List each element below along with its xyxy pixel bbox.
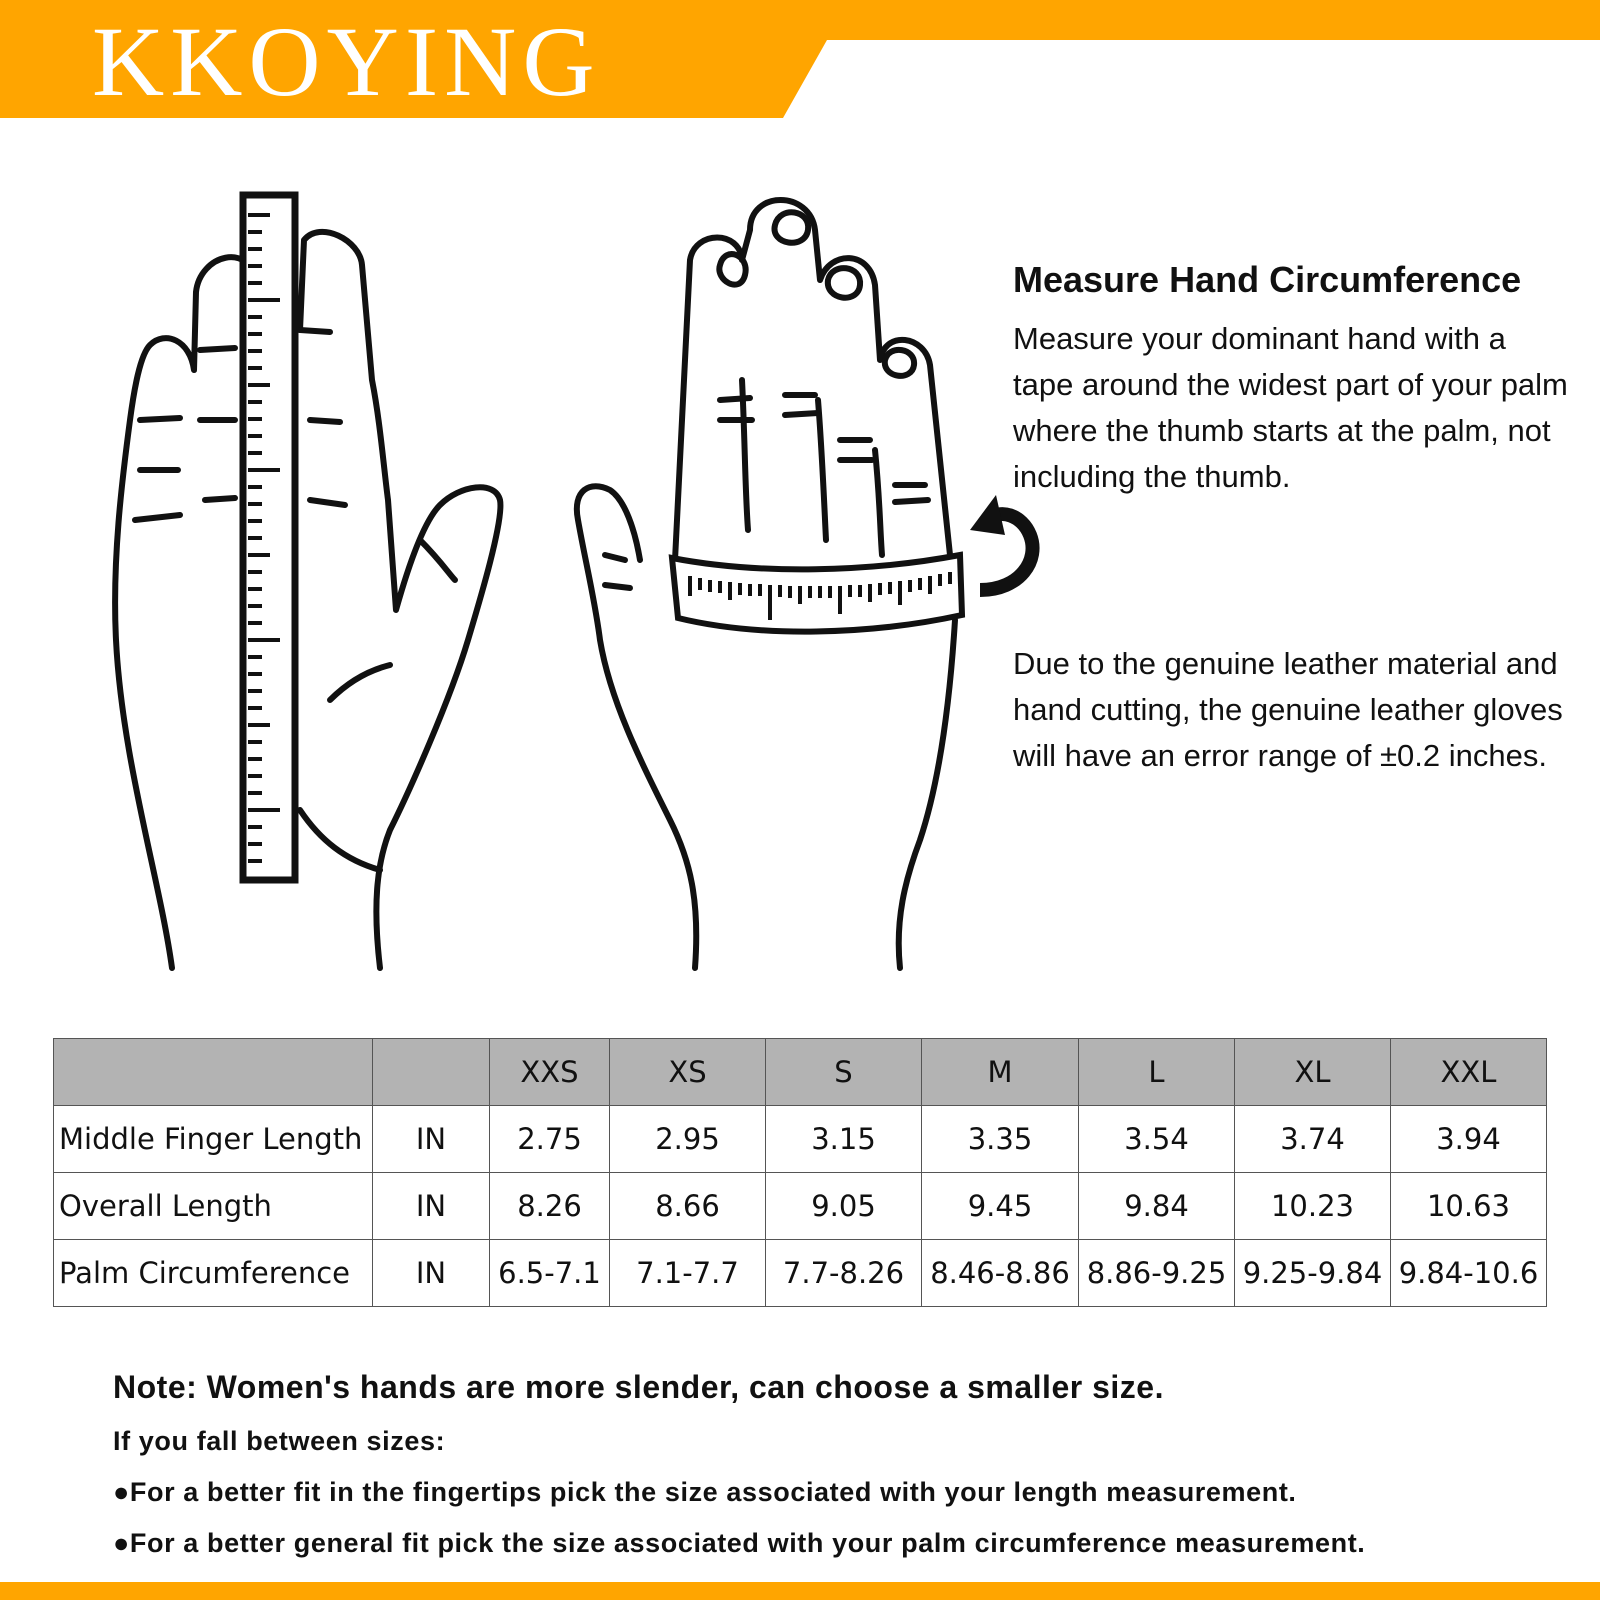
value-cell: 3.15	[766, 1106, 922, 1173]
row-label: Overall Length	[54, 1173, 373, 1240]
header-cell-size: M	[922, 1039, 1079, 1106]
size-chart-table	[53, 1038, 1547, 1307]
value-cell: 8.86-9.25	[1079, 1240, 1235, 1307]
hand-illustration	[100, 180, 1050, 980]
value-cell: 3.35	[922, 1106, 1079, 1173]
table-row	[54, 1106, 1547, 1173]
value-cell: 9.45	[922, 1173, 1079, 1240]
value-cell: 9.05	[766, 1173, 922, 1240]
value-cell: 3.74	[1235, 1106, 1391, 1173]
row-label: Middle Finger Length	[54, 1106, 373, 1173]
measure-title: Measure Hand Circumference	[1013, 259, 1522, 300]
value-cell: 10.23	[1235, 1173, 1391, 1240]
header-cell-size: XXL	[1391, 1039, 1547, 1106]
unit-cell: IN	[373, 1173, 490, 1240]
footer-bar	[0, 1582, 1600, 1600]
table-header-row	[54, 1039, 1547, 1106]
bullet-length-tip: ●For a better fit in the fingertips pick the size associated with your length measurement.	[113, 1477, 1297, 1507]
header-cell-size: XXS	[490, 1039, 610, 1106]
left-hand-illustration	[115, 232, 500, 968]
header-cell-size: XL	[1235, 1039, 1391, 1106]
header-cell-size: XS	[610, 1039, 766, 1106]
value-cell: 9.25-9.84	[1235, 1240, 1391, 1307]
value-cell: 2.75	[490, 1106, 610, 1173]
table-row	[54, 1173, 1547, 1240]
table-row	[54, 1240, 1547, 1307]
value-cell: 3.94	[1391, 1106, 1547, 1173]
header-cell-size: S	[766, 1039, 922, 1106]
measure-instructions: Measure your dominant hand with a tape around the widest part of your palm where the thumb starts at the palm, not including the thumb.	[1013, 321, 1568, 494]
ruler	[243, 195, 295, 880]
value-cell: 6.5-7.1	[490, 1240, 610, 1307]
unit-cell: IN	[373, 1106, 490, 1173]
brand-logo: KKOYING	[92, 6, 601, 117]
header-cell	[54, 1039, 373, 1106]
value-cell: 2.95	[610, 1106, 766, 1173]
value-cell: 9.84	[1079, 1173, 1235, 1240]
bullet-palm-tip: ●For a better general fit pick the size associated with your palm circumference measurement.	[113, 1528, 1366, 1558]
rotation-arrow-icon	[970, 495, 1033, 590]
header-cell	[373, 1039, 490, 1106]
leather-note: Due to the genuine leather material and hand cutting, the genuine leather gloves will have an error range of ±0.2 inches.	[1013, 646, 1563, 773]
value-cell: 7.7-8.26	[766, 1240, 922, 1307]
value-cell: 8.66	[610, 1173, 766, 1240]
header-cell-size: L	[1079, 1039, 1235, 1106]
value-cell: 7.1-7.7	[610, 1240, 766, 1307]
unit-cell: IN	[373, 1240, 490, 1307]
value-cell: 9.84-10.6	[1391, 1240, 1547, 1307]
women-size-note: Note: Women's hands are more slender, can choose a smaller size.	[113, 1369, 1164, 1405]
tape-measure	[672, 555, 962, 632]
value-cell: 3.54	[1079, 1106, 1235, 1173]
value-cell: 8.26	[490, 1173, 610, 1240]
sizing-notes	[113, 1367, 1563, 1560]
row-label: Palm Circumference	[54, 1240, 373, 1307]
value-cell: 10.63	[1391, 1173, 1547, 1240]
between-sizes-heading: If you fall between sizes:	[113, 1426, 446, 1456]
value-cell: 8.46-8.86	[922, 1240, 1079, 1307]
